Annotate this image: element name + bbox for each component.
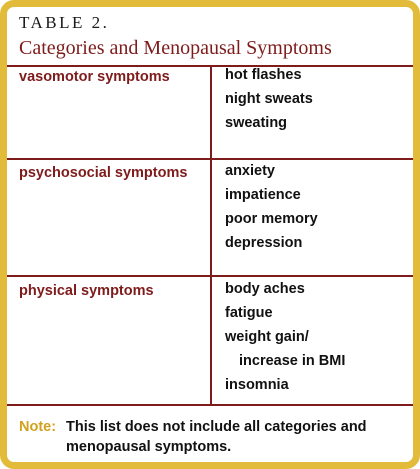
symptom-item: sweating — [225, 115, 288, 131]
symptom-item: hot flashes — [225, 67, 302, 83]
table-header — [7, 7, 413, 65]
category-physical: physical symptoms — [19, 283, 154, 299]
category-psychosocial: psychosocial symptoms — [19, 165, 188, 181]
symptom-item-multiline — [225, 325, 345, 373]
note-text: This list does not include all categories and menopausal symptoms. — [66, 419, 367, 455]
table-note — [19, 417, 409, 457]
symptom-line: weight gain/ — [225, 329, 309, 345]
note-label: Note: — [19, 419, 57, 435]
table-number: TABLE 2. — [19, 13, 110, 32]
symptom-item: body aches — [225, 281, 305, 297]
symptom-item: fatigue — [225, 305, 273, 321]
symptom-list-vasomotor — [225, 63, 313, 135]
column-divider — [210, 65, 212, 406]
symptom-item: night sweats — [225, 91, 313, 107]
symptom-item: insomnia — [225, 377, 289, 393]
symptom-item: depression — [225, 235, 303, 251]
symptom-line-continued: increase in BMI — [239, 353, 346, 369]
table-title: Categories and Menopausal Symptoms — [19, 37, 332, 59]
symptom-list-physical — [225, 277, 345, 397]
symptom-item: impatience — [225, 187, 301, 203]
symptom-list-psychosocial — [225, 159, 318, 255]
symptom-item: anxiety — [225, 163, 275, 179]
category-vasomotor: vasomotor symptoms — [19, 69, 170, 85]
symptom-item: poor memory — [225, 211, 318, 227]
